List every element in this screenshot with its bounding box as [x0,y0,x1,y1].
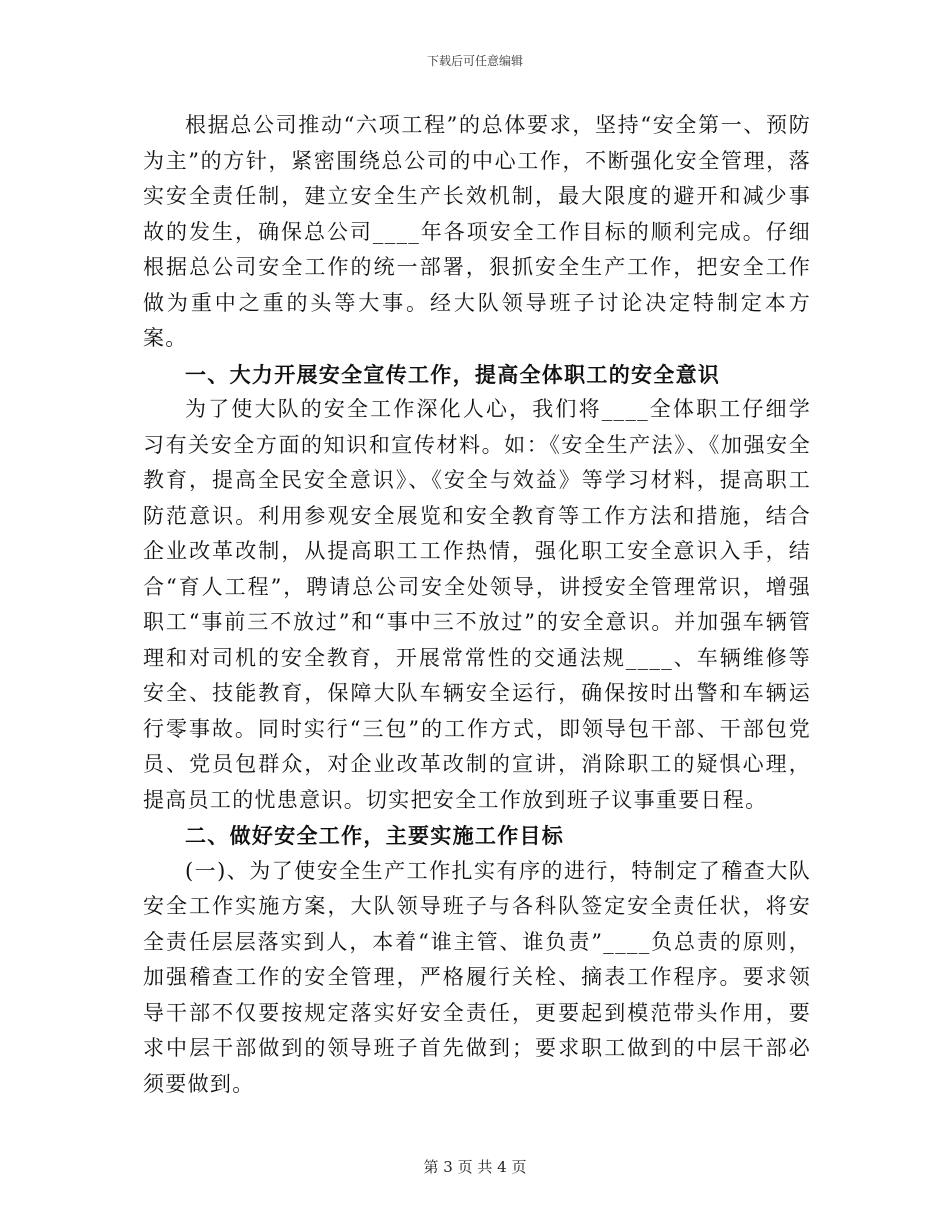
document-body [143,108,811,1102]
intro-paragraph: 根据总公司推动“六项工程”的总体要求，坚持“安全第一、预防为主”的方针，紧密围绕总公司的中心工作，不断强化安全管理，落实安全责任制，建立安全生产长效机制，最大限度的避开和减少事故的发生，确保总公司____年各项安全工作目标的顺利完成。仔细根据总公司安全工作的统一部署，狠抓安全生产工作，把安全工作做为重中之重的头等大事。经大队领导班子讨论决定特制定本方案。 [143,113,811,350]
section-2-heading: 二、做好安全工作，主要实施工作目标 [185,823,565,848]
section-1-paragraph: 为了使大队的安全工作深化人心，我们将____全体职工仔细学习有关安全方面的知识和宣传材料。如：《安全生产法》、《加强安全教育，提高全民安全意识》、《安全与效益》等学习材料，提高职工防范意识。利用参观安全展览和安全教育等工作方法和措施，结合企业改革改制，从提高职工工作热情，强化职工安全意识入手，结合“育人工程”，聘请总公司安全处领导，讲授安全管理常识，增强职工“事前三不放过”和“事中三不放过”的安全意识。并加强车辆管理和对司机的安全教育，开展常常性的交通法规____、车辆维修等安全、技能教育，保障大队车辆安全运行，确保按时出警和车辆运行零事故。同时实行“三包”的工作方式，即领导包干部、干部包党员、党员包群众，对企业改革改制的宣讲，消除职工的疑惧心理，提高员工的忧患意识。切实把安全工作放到班子议事重要日程。 [143,397,811,812]
page-footer: 第 3 页 共 4 页 [423,1158,527,1176]
section-1-heading: 一、大力开展安全宣传工作，提高全体职工的安全意识 [185,361,721,387]
header-note: 下载后可任意编辑 [426,54,523,68]
section-2-paragraph: (一)、为了使安全生产工作扎实有序的进行，特制定了稽查大队安全工作实施方案，大队领导班子与各科队签定安全责任状，将安全责任层层落实到人，本着“谁主管、谁负责”____负总责的原则，加强稽查工作的安全管理，严格履行关栓、摘表工作程序。要求领导干部不仅要按规定落实好安全责任，更要起到模范带头作用，要求中层干部做到的领导班子首先做到；要求职工做到的中层干部必须要做到。 [143,858,811,1096]
